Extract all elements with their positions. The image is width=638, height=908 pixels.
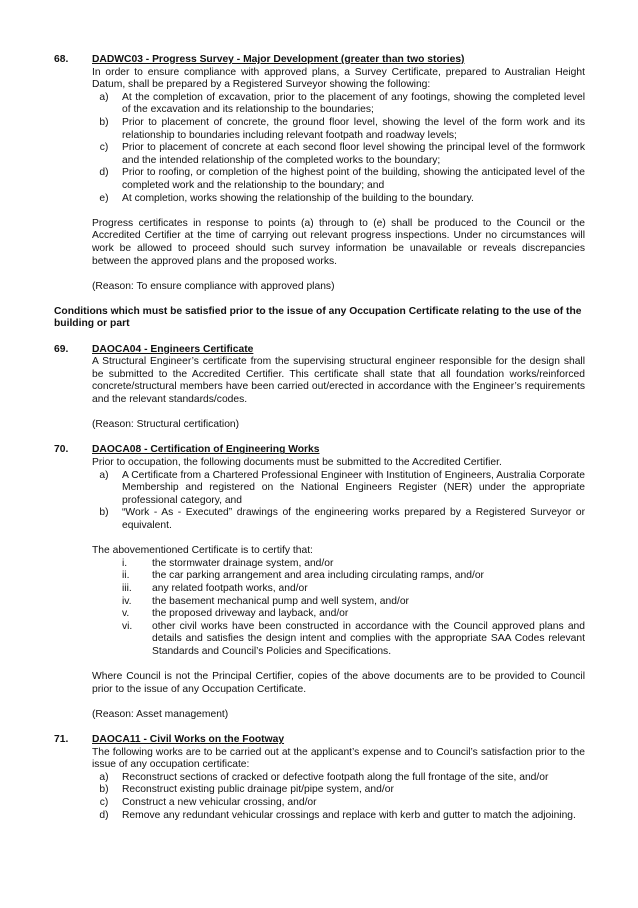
list-item — [92, 193, 585, 206]
list-marker: d) — [99, 167, 109, 179]
condition-number: 69. — [54, 343, 69, 355]
list-item — [92, 142, 585, 167]
list-marker: i. — [122, 557, 128, 569]
list-item-text: A Certificate from a Chartered Professional Engineer with Institution of Engineers, Australia Corporate Membership and registered on the National Engineers Register (NER) under the appropriate professional category, and — [122, 469, 585, 506]
list-marker: vi. — [122, 620, 133, 632]
list-item — [92, 583, 585, 596]
list-item — [92, 92, 585, 117]
condition-body — [92, 344, 585, 432]
list-marker: v. — [122, 608, 130, 620]
roman-list — [92, 558, 585, 659]
condition-intro: Prior to occupation, the following documents must be submitted to the Accredited Certifier. — [92, 457, 502, 468]
list-item-text: the car parking arrangement and area including circulating ramps, and/or — [152, 570, 484, 582]
list-item-text: the proposed driveway and layback, and/or — [152, 608, 349, 620]
condition-paragraph: The abovementioned Certificate is to certify that: — [92, 545, 313, 557]
list-item — [92, 570, 585, 583]
list-marker: a) — [99, 469, 109, 481]
condition-68 — [54, 54, 585, 293]
list-item-text: Construct a new vehicular crossing, and/or — [122, 797, 317, 809]
list-marker: e) — [99, 192, 109, 204]
condition-list — [92, 470, 585, 533]
condition-body — [92, 54, 585, 293]
list-marker: iii. — [122, 582, 132, 594]
condition-number: 70. — [54, 444, 69, 456]
list-item — [92, 621, 585, 659]
list-item-text: Remove any redundant vehicular crossings and replace with kerb and gutter to match the adjoining. — [122, 809, 576, 821]
condition-71 — [54, 734, 585, 822]
list-item — [92, 507, 585, 532]
condition-paragraph: Where Council is not the Principal Certifier, copies of the above documents are to be provided to Council prior to the issue of any Occupation Certificate. — [92, 671, 585, 695]
list-item-text: Reconstruct sections of cracked or defective footpath along the full frontage of the site, and/or — [122, 771, 549, 783]
condition-69 — [54, 344, 585, 432]
condition-title: DADWC03 - Progress Survey - Major Development (greater than two stories) — [92, 54, 465, 65]
condition-intro: A Structural Engineer’s certificate from the supervising structural engineer responsible for the design shall be submitted to the Accredited Certifier. This certificate shall state that all foundation works/reinforced concrete/structural members have been carried out/erected in accordance with the Engineer’s requirements and the relevant standards/codes. — [92, 356, 585, 406]
list-item — [92, 596, 585, 609]
list-item — [92, 117, 585, 142]
list-item-text: Prior to roofing, or completion of the highest point of the building, showing the anticipated level of the completed work and the relationship to the boundary; and — [122, 167, 585, 191]
list-item-text: Prior to placement of concrete, the ground floor level, showing the level of the form work and its relationship to boundaries including relevant footpath and roadway levels; — [122, 116, 585, 141]
condition-reason: (Reason: Asset management) — [92, 708, 229, 720]
list-marker: iv. — [122, 595, 132, 607]
list-item-text: other civil works have been constructed in accordance with the Council approved plans and details and satisfies the design intent and complies with the appropriate SAA Codes relevant Standards and Council’s Policies and Specifications. — [152, 620, 585, 657]
condition-reason: (Reason: To ensure compliance with approved plans) — [92, 280, 335, 292]
list-marker: c) — [99, 142, 109, 154]
list-marker: a) — [99, 771, 109, 783]
condition-intro: In order to ensure compliance with approved plans, a Survey Certificate, prepared to Australian Height Datum, shall be prepared by a Registered Surveyor showing the following: — [92, 66, 585, 91]
list-item — [92, 608, 585, 621]
condition-70 — [54, 444, 585, 721]
list-item-text: At the completion of excavation, prior to the placement of any footings, showing the completed level of the excavation and its relationship to the boundaries; — [122, 91, 585, 116]
condition-intro: The following works are to be carried out at the applicant’s expense and to Council’s satisfaction prior to the issue of any occupation certificate: — [92, 746, 585, 771]
condition-paragraph: Progress certificates in response to points (a) through to (e) shall be produced to the Council or the Accredited Certifier at the time of carrying out relevant progress inspections. Under no circumstances will work be allowed to proceed should such survey information be unavailable or reveals discrepancies between the approved plans and the proposed works. — [92, 217, 585, 267]
list-item-text: any related footpath works, and/or — [152, 582, 308, 594]
condition-reason: (Reason: Structural certification) — [92, 419, 240, 431]
list-item — [92, 167, 585, 192]
condition-title: DAOCA11 - Civil Works on the Footway — [92, 734, 285, 746]
condition-list — [92, 772, 585, 822]
list-item — [92, 558, 585, 571]
condition-title: DAOCA04 - Engineers Certificate — [92, 343, 254, 355]
list-item-text: Reconstruct existing public drainage pit/pipe system, and/or — [122, 784, 394, 796]
list-item-text: the basement mechanical pump and well system, and/or — [152, 595, 409, 607]
list-item — [92, 772, 585, 785]
list-marker: ii. — [122, 570, 130, 582]
list-marker: c) — [99, 797, 109, 809]
list-item — [92, 470, 585, 508]
condition-title: DAOCA08 - Certification of Engineering Works — [92, 444, 320, 456]
list-item-text: At completion, works showing the relationship of the building to the boundary. — [122, 192, 474, 204]
list-marker: b) — [99, 784, 109, 796]
list-item-text: the stormwater drainage system, and/or — [152, 557, 334, 569]
list-marker: a) — [99, 91, 109, 103]
condition-body — [92, 734, 585, 822]
list-marker: b) — [99, 116, 109, 128]
list-item — [92, 784, 585, 797]
list-item-text: Prior to placement of concrete at each second floor level showing the principal level of the formwork and the intended relationship of the completed works to the boundary; — [122, 142, 585, 166]
condition-number: 68. — [54, 54, 69, 65]
list-marker: d) — [99, 809, 109, 821]
condition-body — [92, 444, 585, 721]
section-heading: Conditions which must be satisfied prior to the issue of any Occupation Certificate relating to the use of the building or part — [54, 305, 582, 330]
condition-number: 71. — [54, 734, 69, 746]
condition-list — [92, 92, 585, 205]
list-item — [92, 797, 585, 810]
list-item-text: “Work - As - Executed” drawings of the engineering works prepared by a Registered Surveyor or equivalent. — [122, 507, 585, 531]
list-marker: b) — [99, 507, 109, 519]
list-item — [92, 810, 585, 823]
